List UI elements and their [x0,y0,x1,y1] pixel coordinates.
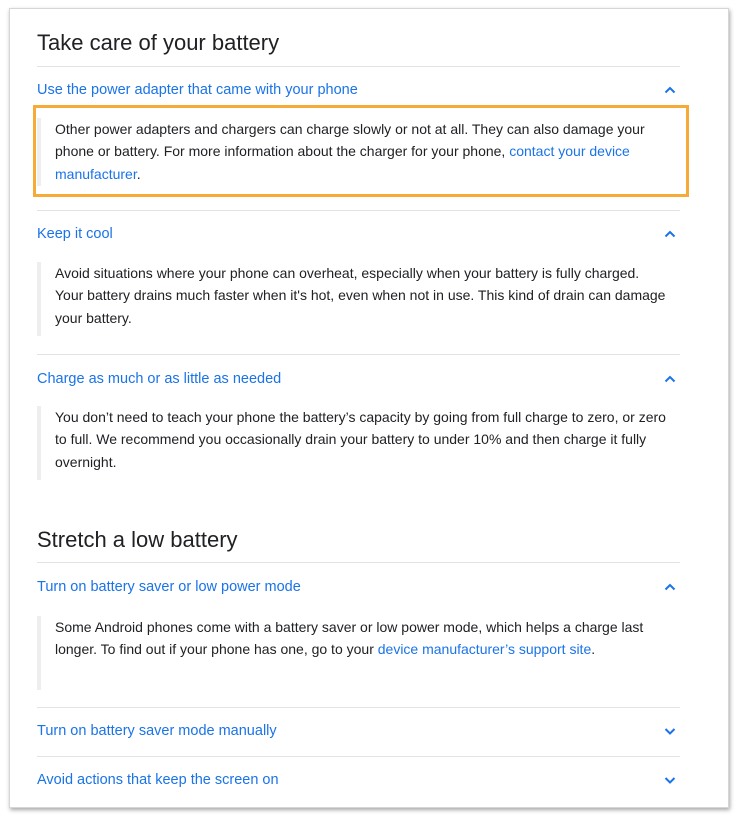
quote-bar [37,262,41,336]
divider [37,354,680,355]
support-site-link[interactable]: device manufacturer’s support site [377,641,592,658]
quote-bar [37,616,41,690]
section-title-low-battery: Stretch a low battery [37,527,238,552]
chevron-up-icon [663,580,677,594]
accordion-label: Avoid actions that keep the screen on [37,772,279,788]
accordion-label: Use the power adapter that came with your phone [37,82,358,98]
accordion-keep-cool[interactable] [37,222,680,246]
accordion-text: You don’t need to teach your phone the battery’s capacity by going from full charge to zero, or zero to full. We recommend you occasionally drain your battery to under 10% and then charge it fully overnight. [55,409,666,470]
accordion-battery-saver-manually[interactable] [37,719,680,743]
accordion-screen-on[interactable] [37,768,680,792]
accordion-body-power-adapter [37,118,680,186]
accordion-label: Keep it cool [37,226,113,242]
accordion-label: Turn on battery saver or low power mode [37,579,301,595]
chevron-down-icon [663,724,677,738]
accordion-charge-as-needed[interactable] [37,367,680,391]
quote-bar [37,406,41,480]
chevron-up-icon [663,227,677,241]
accordion-text: Some Android phones come with a battery saver or low power mode, which helps a charge last longer. To find out if your phone has one, go to your device manufacturer’s support site. [55,619,644,658]
contact-manufacturer-link[interactable]: contact your device manufacturer [55,143,630,182]
chevron-up-icon [663,372,677,386]
accordion-label: Charge as much or as little as needed [37,371,282,387]
divider [37,756,680,757]
divider [37,562,680,563]
accordion-power-adapter[interactable] [37,78,680,102]
divider [37,66,680,67]
quote-bar [37,118,41,186]
divider [37,707,680,708]
accordion-label: Turn on battery saver mode manually [37,723,277,739]
accordion-body-charge-as-needed [37,406,680,480]
chevron-down-icon [663,773,677,787]
accordion-body-keep-cool [37,262,680,336]
accordion-body-battery-saver [37,616,680,690]
accordion-battery-saver[interactable] [37,575,680,599]
divider [37,210,680,211]
help-article-card [9,8,729,808]
section-title-battery-care: Take care of your battery [37,30,280,55]
accordion-text: Other power adapters and chargers can charge slowly or not at all. They can also damage your phone or battery. For more information about the charger for your phone, contact your device manufacturer. [55,121,645,182]
accordion-text: Avoid situations where your phone can overheat, especially when your battery is fully charged. Your battery drains much faster when it's hot, even when not in use. This kind of drain can damage your battery. [55,265,666,326]
chevron-up-icon [663,83,677,97]
